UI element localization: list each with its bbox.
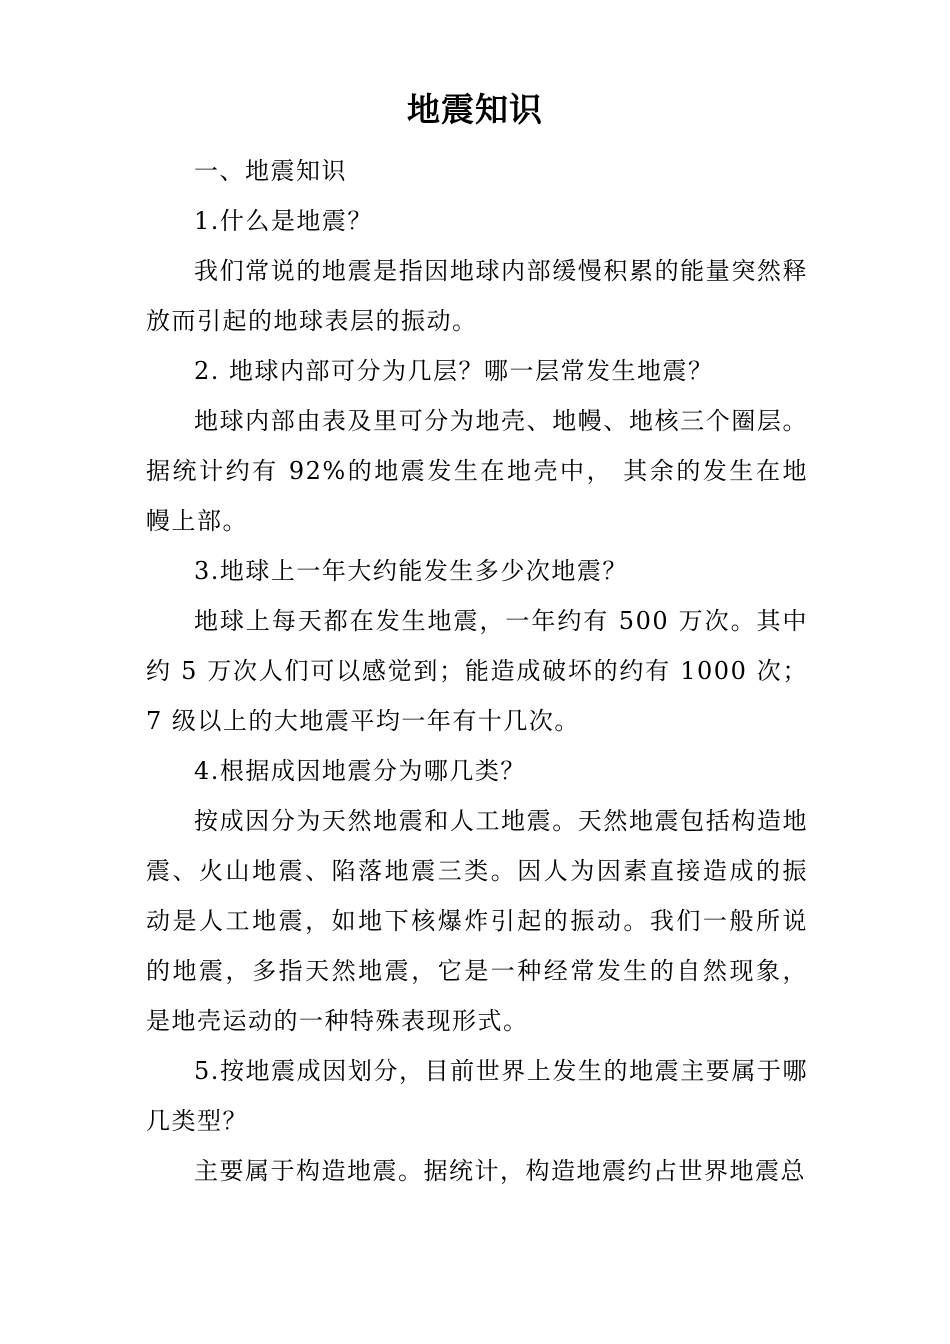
answer-3: 地球上每天都在发生地震，一年约有 500 万次。其中约 5 万次人们可以感觉到；能造成破坏的约有 1000 次； 7 级以上的大地震平均一年有十几次。: [146, 607, 808, 735]
answer-5: 主要属于构造地震。据统计，构造地震约占世界地震总: [194, 1157, 806, 1185]
answer-2: 地球内部由表及里可分为地壳、地幔、地核三个圈层。据统计约有 92%的地震发生在地壳中， 其余的发生在地幔上部。: [146, 407, 808, 535]
document-title: 地震知识: [407, 90, 543, 129]
question-3: 3.地球上一年大约能发生多少次地震？: [194, 557, 628, 585]
answer-4: 按成因分为天然地震和人工地震。天然地震包括构造地震、火山地震、陷落地震三类。因人为因素直接造成的振动是人工地震，如地下核爆炸引起的振动。我们一般所说的地震，多指天然地震，它是一种经常发生的自然现象，是地壳运动的一种特殊表现形式。: [146, 807, 808, 1035]
question-1: 1.什么是地震？: [194, 207, 373, 235]
answer-1: 我们常说的地震是指因地球内部缓慢积累的能量突然释放而引起的地球表层的振动。: [146, 257, 808, 335]
section-heading: 一、地震知识: [194, 157, 347, 185]
question-4: 4.根据成因地震分为哪几类？: [194, 757, 526, 785]
question-5: 5.按地震成因划分，目前世界上发生的地震主要属于哪几类型？: [146, 1057, 808, 1135]
question-2: 2. 地球内部可分为几层？哪一层常发生地震？: [194, 357, 714, 385]
document-body: [146, 146, 808, 1196]
